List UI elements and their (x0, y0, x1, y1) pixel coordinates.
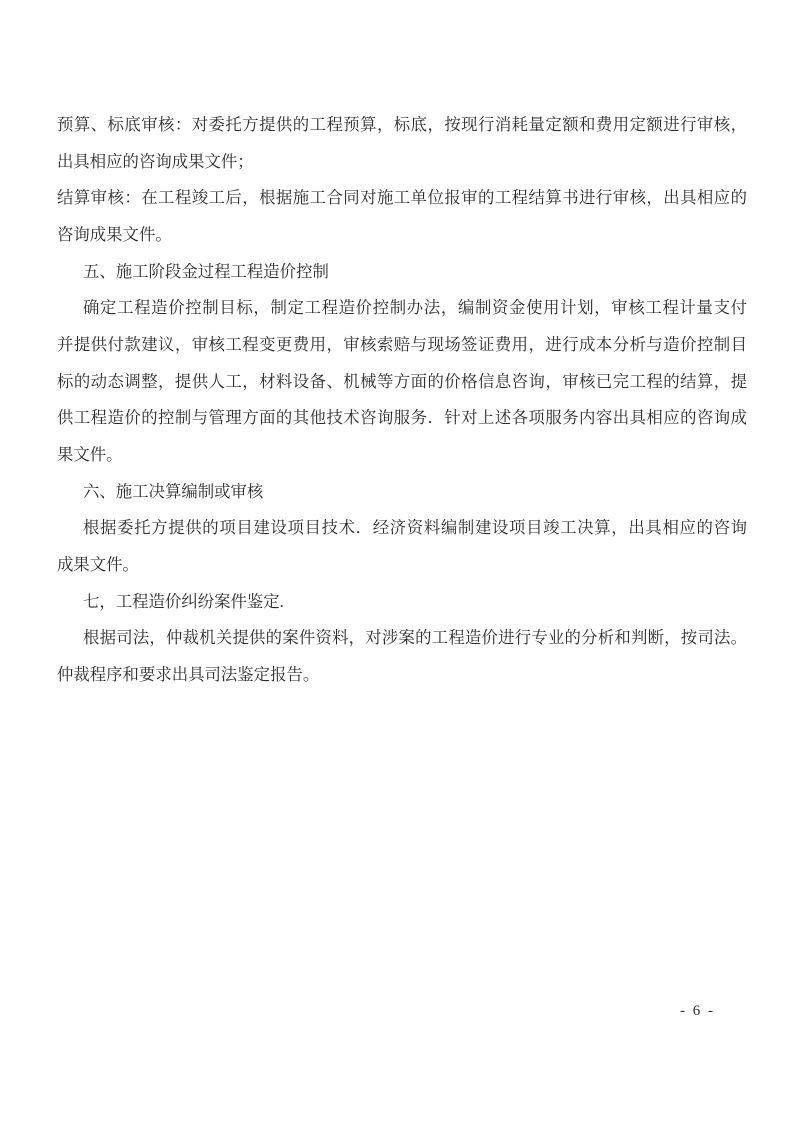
text-line: 确定工程造价控制目标，制定工程造价控制办法，编制资金使用计划，审核工程计量支付 (83, 298, 747, 318)
text-line: 预算、标底审核：对委托方提供的工程预算，标底，按现行消耗量定额和费用定额进行审核， (57, 115, 747, 134)
text-line: 供工程造价的控制与管理方面的其他技术咨询服务．针对上述各项服务内容出具相应的咨询成 (57, 408, 747, 428)
text-line: 根据委托方提供的项目建设项目技术．经济资料编制建设项目竣工决算，出具相应的咨询 (83, 518, 747, 538)
section-heading: 六、施工决算编制或审核 (83, 481, 264, 501)
text-line: 并提供付款建议，审核工程变更费用，审核索赔与现场签证费用，进行成本分析与造价控制目 (57, 334, 747, 354)
section-heading: 五、施工阶段金过程工程造价控制 (83, 261, 329, 281)
text-line: 结算审核：在工程竣工后，根据施工合同对施工单位报审的工程结算书进行审核，出具相应的 (57, 188, 747, 208)
text-line: 根据司法，仲裁机关提供的案件资料，对涉案的工程造价进行专业的分析和判断，按司法。 (83, 628, 747, 648)
text-line: 仲裁程序和要求出具司法鉴定报告。 (57, 664, 320, 684)
document-body (57, 107, 747, 694)
text-line: 咨询成果文件。 (57, 224, 172, 244)
page-number: - 6 - (680, 1003, 715, 1019)
section-heading: 七，工程造价纠纷案件鉴定. (83, 591, 284, 611)
text-line: 出具相应的咨询成果文件； (57, 151, 254, 171)
text-line: 标的动态调整，提供人工，材料设备、机械等方面的价格信息咨询，审核已完工程的结算，提 (57, 371, 747, 391)
text-line: 果文件。 (57, 444, 123, 464)
text-line: 成果文件。 (57, 554, 139, 574)
